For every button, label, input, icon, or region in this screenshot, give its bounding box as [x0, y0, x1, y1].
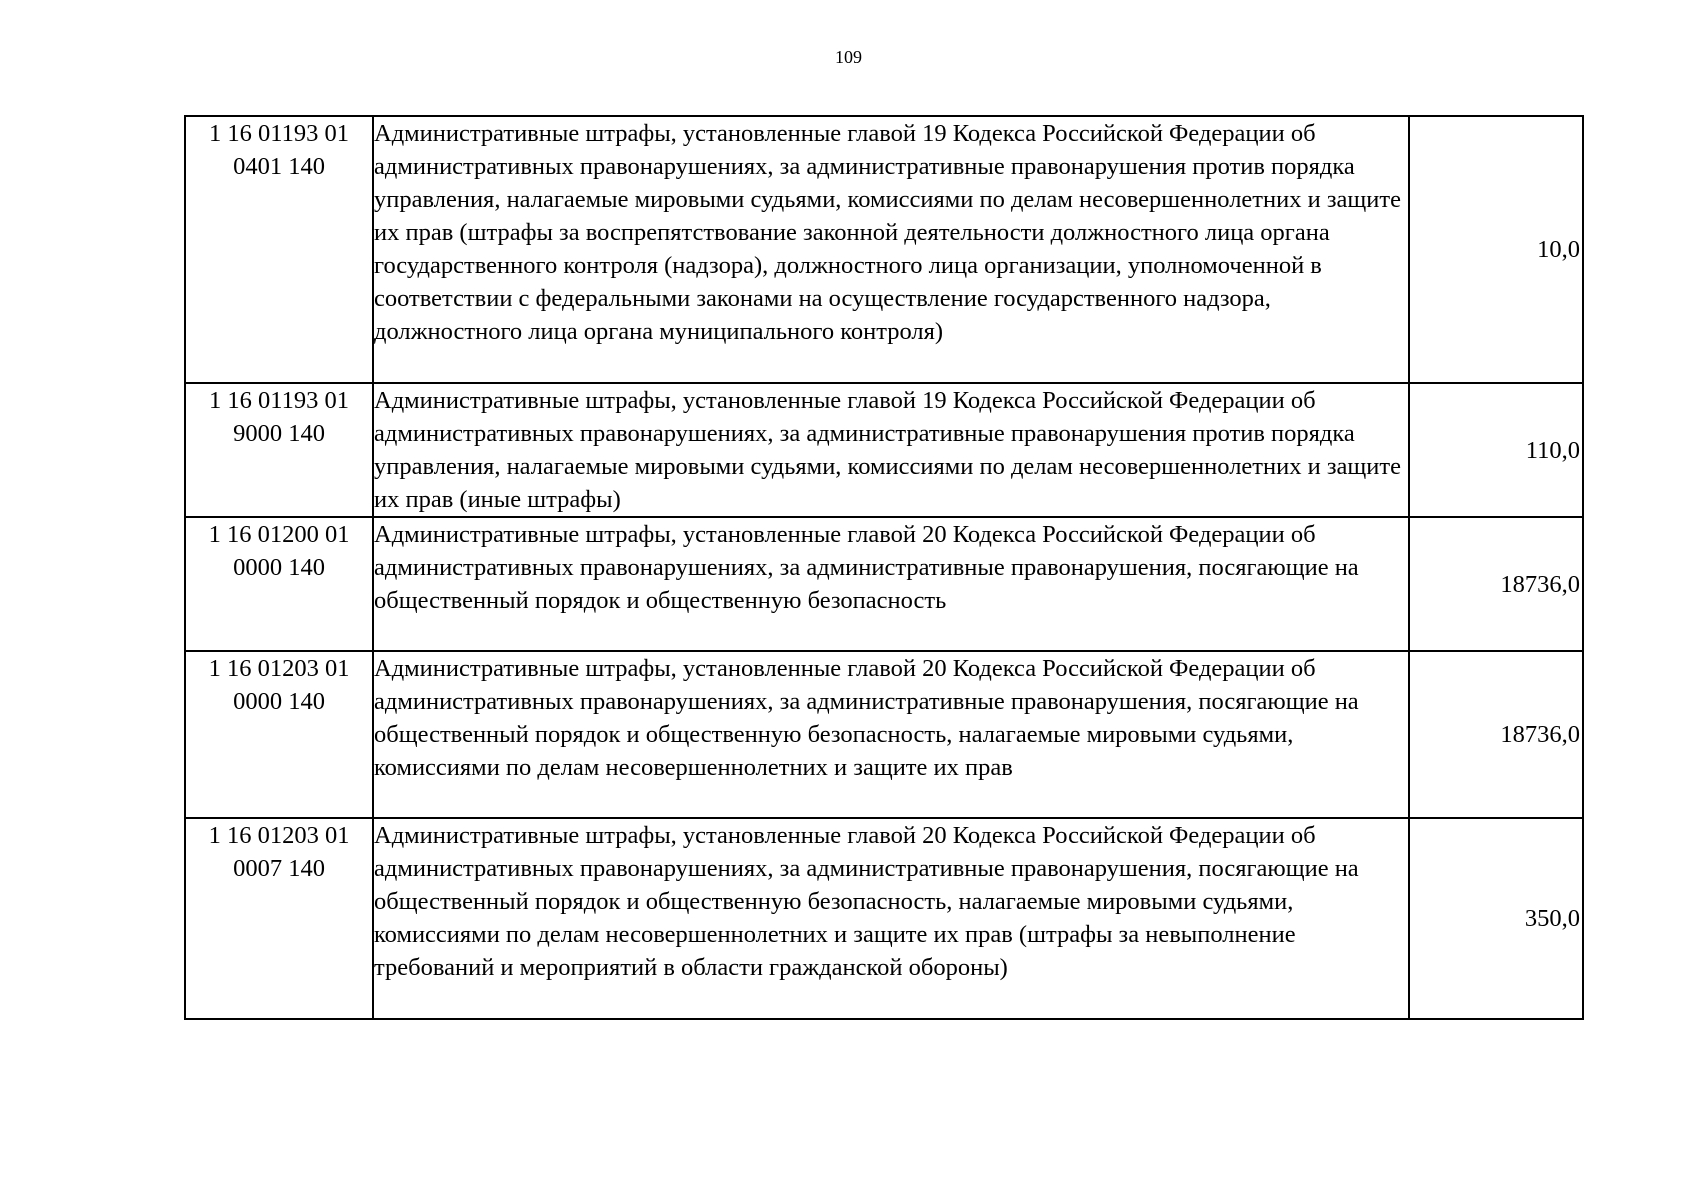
- budget-code-line: 1 16 01193 01: [209, 387, 349, 414]
- budget-code-cell: [185, 517, 373, 651]
- budget-code-line: 1 16 01203 01: [208, 822, 350, 849]
- budget-code-line: 9000 140: [233, 420, 325, 447]
- budget-code-line: 0401 140: [233, 153, 325, 180]
- budget-code-cell: [185, 383, 373, 517]
- budget-code-cell: [185, 818, 373, 1019]
- budget-code-cell: [185, 651, 373, 818]
- table-row: [185, 383, 1583, 517]
- budget-code-cell: [185, 116, 373, 383]
- page-number: 109: [835, 47, 862, 67]
- budget-code-line: 1 16 01203 01: [208, 655, 350, 682]
- amount-cell: 350,0: [1409, 818, 1583, 1019]
- description-cell: Административные штрафы, установленные главой 20 Кодекса Российской Федерации об административных правонарушениях, за административные правонарушения, посягающие на общественный порядок и общественную безопасность, налагаемые мировыми судьями, комиссиями по делам несовершеннолетних и защите их прав: [373, 651, 1409, 818]
- amount-cell: 18736,0: [1409, 517, 1583, 651]
- table-row: [185, 517, 1583, 651]
- amount-cell: 10,0: [1409, 116, 1583, 383]
- description-cell: Административные штрафы, установленные главой 20 Кодекса Российской Федерации об административных правонарушениях, за административные правонарушения, посягающие на общественный порядок и общественную безопасность: [373, 517, 1409, 651]
- budget-code-line: 0000 140: [233, 688, 325, 715]
- table-row: [185, 651, 1583, 818]
- amount-cell: 18736,0: [1409, 651, 1583, 818]
- description-cell: Административные штрафы, установленные главой 19 Кодекса Российской Федерации об административных правонарушениях, за административные правонарушения против порядка управления, налагаемые мировыми судьями, комиссиями по делам несовершеннолетних и защите их прав (штрафы за воспрепятствование законной деятельности должностного лица органа государственного контроля (надзора), должностного лица организации, уполномоченной в соответствии с федеральными законами на осуществление государственного надзора, должностного лица органа муниципального контроля): [373, 116, 1409, 383]
- amount-cell: 110,0: [1409, 383, 1583, 517]
- table-row: [185, 818, 1583, 1019]
- budget-code-line: 0000 140: [233, 554, 325, 581]
- budget-revenue-table: [184, 115, 1584, 1020]
- description-cell: Административные штрафы, установленные главой 19 Кодекса Российской Федерации об административных правонарушениях, за административные правонарушения против порядка управления, налагаемые мировыми судьями, комиссиями по делам несовершеннолетних и защите их прав (иные штрафы): [373, 383, 1409, 517]
- description-cell: Административные штрафы, установленные главой 20 Кодекса Российской Федерации об административных правонарушениях, за административные правонарушения, посягающие на общественный порядок и общественную безопасность, налагаемые мировыми судьями, комиссиями по делам несовершеннолетних и защите их прав (штрафы за невыполнение требований и мероприятий в области гражданской обороны): [373, 818, 1409, 1019]
- budget-code-line: 1 16 01200 01: [208, 521, 350, 548]
- budget-code-line: 0007 140: [233, 855, 325, 882]
- table-row: [185, 116, 1583, 383]
- budget-code-line: 1 16 01193 01: [209, 120, 349, 147]
